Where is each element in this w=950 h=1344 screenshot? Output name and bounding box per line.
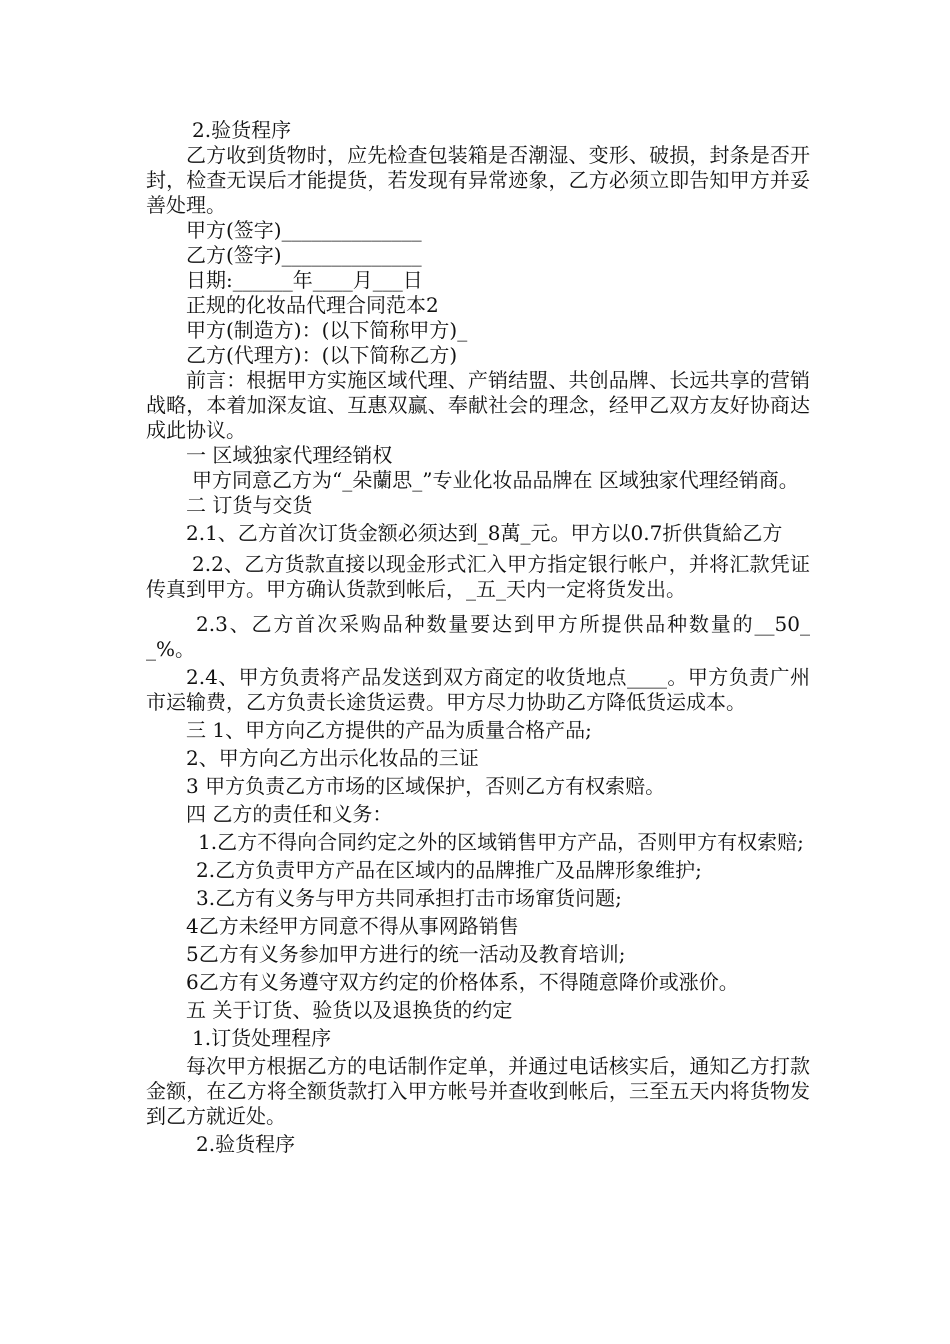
party-a-line: 甲方(制造方)：(以下简称甲方)_ bbox=[186, 318, 468, 342]
signature-line-party-a: 甲方(签字)______________ bbox=[186, 218, 422, 242]
document-page bbox=[146, 118, 810, 1157]
section-1-heading: 一 区域独家代理经销权 bbox=[186, 443, 393, 467]
order-procedure-body: 每次甲方根据乙方的电话制作定单，并通过电话核实后，通知乙方打款金额，在乙方将全额货款打入甲方帐号并查收到帐后，三至五天内将货物发到乙方就近处。 bbox=[146, 1054, 810, 1128]
clause-2-1: 2.1、乙方首次订货金额必须达到_8萬_元。甲方以0.7折供貨給乙方 bbox=[186, 521, 783, 545]
paragraph-inspection-body: 乙方收到货物时，应先检查包装箱是否潮湿、变形、破损，封条是否开封，检查无误后才能提货，若发现有异常迹象，乙方必须立即告知甲方并妥善处理。 bbox=[146, 143, 810, 217]
section-3-clause-1: 三 1、甲方向乙方提供的产品为质量合格产品; bbox=[186, 718, 592, 742]
section-4-clause-1: 1.乙方不得向合同约定之外的区域销售甲方产品，否则甲方有权索赔; bbox=[198, 830, 804, 854]
clause-2-3: 2.3、乙方首次采购品种数量要达到甲方所提供品种数量的__50__%。 bbox=[146, 612, 810, 661]
section-3-clause-2: 2、甲方向乙方出示化妆品的三证 bbox=[186, 746, 479, 770]
section-4-clause-6: 6乙方有义务遵守双方约定的价格体系，不得随意降价或涨价。 bbox=[186, 970, 739, 994]
heading-inspection-procedure: 2.验货程序 bbox=[192, 118, 292, 142]
clause-2-4: 2.4、甲方负责将产品发送到双方商定的收货地点____。甲方负责广州市运输费，乙方负责长途货运费。甲方尽力协助乙方降低货运成本。 bbox=[146, 665, 810, 714]
document-title-2: 正规的化妆品代理合同范本2 bbox=[186, 293, 439, 317]
preface-paragraph: 前言：根据甲方实施区域代理、产销结盟、共创品牌、长远共享的营销战略，本着加深友谊、互惠双赢、奉献社会的理念，经甲乙双方友好协商达成此协议。 bbox=[146, 368, 810, 442]
order-procedure-heading: 1.订货处理程序 bbox=[192, 1026, 332, 1050]
section-4-clause-2: 2.乙方负责甲方产品在区域内的品牌推广及品牌形象维护; bbox=[196, 858, 702, 882]
section-4-clause-5: 5乙方有义务参加甲方进行的统一活动及教育培训; bbox=[186, 942, 626, 966]
section-1-body: 甲方同意乙方为“_朵蘭思_”专业化妆品品牌在 区域独家代理经销商。 bbox=[192, 468, 799, 492]
section-2-heading: 二 订货与交货 bbox=[186, 493, 313, 517]
clause-2-2: 2.2、乙方货款直接以现金形式汇入甲方指定银行帐户，并将汇款凭证传真到甲方。甲方确认货款到帐后，_五_天内一定将货发出。 bbox=[146, 552, 810, 601]
inspection-procedure-heading-2: 2.验货程序 bbox=[196, 1132, 296, 1156]
section-4-clause-3: 3.乙方有义务与甲方共同承担打击市场窜货问题; bbox=[196, 886, 622, 910]
party-b-line: 乙方(代理方)：(以下简称乙方) bbox=[186, 343, 458, 367]
section-4-clause-4: 4乙方未经甲方同意不得从事网路销售 bbox=[186, 914, 519, 938]
section-4-heading: 四 乙方的责任和义务： bbox=[186, 802, 393, 826]
section-3-clause-3: 3 甲方负责乙方市场的区域保护，否则乙方有权索赔。 bbox=[186, 774, 666, 798]
date-line: 日期:______年____月___日 bbox=[186, 268, 423, 292]
signature-line-party-b: 乙方(签字)______________ bbox=[186, 243, 422, 267]
section-5-heading: 五 关于订货、验货以及退换货的约定 bbox=[186, 998, 513, 1022]
